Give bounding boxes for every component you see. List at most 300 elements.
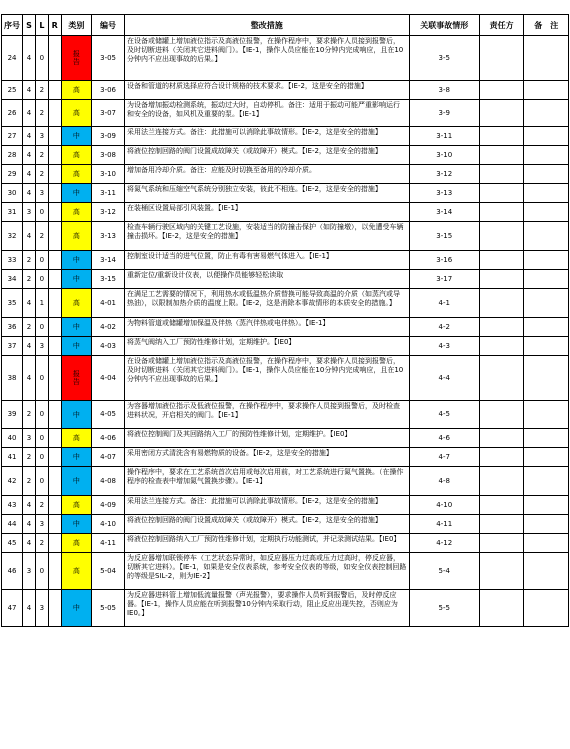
risk-level-label: 中 [72,323,80,331]
cell-related: 4-10 [409,496,479,515]
cell-related: 3-14 [409,203,479,222]
cell-owner [479,515,524,534]
cell-measure: 为反应器进料管上增加低流量报警（声光报警），要求操作人员听到报警后，及时停反应器。【IE-1，操作人员应能在听到报警10分钟内采取行动，阻止反应出现失控，否则应为IE0。】 [124,590,409,627]
risk-level-label: 高 [72,434,80,442]
cell-seq: 33 [2,251,23,270]
cell-measure: 重新定位/重新设计仪表，以便操作员能够轻松读取 [124,270,409,289]
risk-level-label: 中 [72,477,80,485]
cell-measure: 将液位控制回路纳入工厂预防性维修计划，定期执行功能测试，并记录测试结果。【IE0】 [124,534,409,553]
cell-s: 2 [23,448,36,467]
cell-s: 4 [23,356,36,401]
cell-remark [524,127,569,146]
cell-category [61,127,91,146]
cell-related: 3-17 [409,270,479,289]
cell-code: 3-15 [92,270,125,289]
cell-s: 4 [23,100,36,127]
cell-code: 3-14 [92,251,125,270]
cell-code: 3-07 [92,100,125,127]
cell-measure: 设备和管道的材质选择应符合设计规格的技术要求。【IE-2，这是安全的措施】 [124,81,409,100]
cell-s: 4 [23,36,36,81]
cell-remark [524,100,569,127]
risk-level-label: 高 [72,567,80,575]
header-remark: 备 注 [524,15,569,36]
cell-l: 3 [35,127,48,146]
cell-category [61,36,91,81]
measures-table [1,14,569,627]
cell-seq: 45 [2,534,23,553]
cell-measure: 在满足工艺需要的情况下，利用热水或低温热介质替换可能导致高温的介质（如蒸汽或导热油），以限制加热介质的温度上限。【IE-2，这是消除本事故情形的本质安全的措施。】 [124,289,409,318]
risk-level-label: 报告 [72,370,80,386]
cell-measure: 为容器增加液位指示及低液位报警，在操作程序中，要求操作人员接到报警后，及时检查进料状况，开启相关的阀门。【IE-1】 [124,401,409,429]
cell-s: 4 [23,146,36,165]
risk-level-label: 高 [72,232,80,240]
cell-related: 4-11 [409,515,479,534]
cell-remark [524,318,569,337]
cell-owner [479,203,524,222]
cell-code: 3-11 [92,184,125,203]
table-row [2,289,569,318]
cell-l: 3 [35,184,48,203]
risk-level-label: 中 [72,342,80,350]
risk-level-label: 中 [72,132,80,140]
cell-measure: 在设备或储罐上增加液位指示及高液位报警，在操作程序中，要求操作人员接到报警后，及时切断进料（关闭其它进料阀门）。【IE-1，操作人员应能在10分钟内完成响应，且在10分钟内不应出现事故的后果。】 [124,36,409,81]
cell-measure: 在装桶区设置局部引风装置。【IE-1】 [124,203,409,222]
cell-owner [479,36,524,81]
cell-l: 3 [35,515,48,534]
cell-r [48,222,61,251]
cell-measure: 检查车辆行驶区域内的关键工艺设施，安装适当的防撞击保护（如防撞墩），以免遭受车辆撞击损坏。【IE-2，这是安全的措施】 [124,222,409,251]
cell-seq: 27 [2,127,23,146]
cell-measure: 采用法兰连接方式。备注：此措施可以消除此事故情形。【IE-2，这是安全的措施】 [124,496,409,515]
cell-seq: 29 [2,165,23,184]
cell-measure: 增加备用冷却介质。备注：应能及时切换至备用的冷却介质。 [124,165,409,184]
cell-l: 0 [35,401,48,429]
cell-measure: 为物料管道或储罐增加保温及伴热（蒸汽伴热或电伴热）。【IE-1】 [124,318,409,337]
cell-r [48,318,61,337]
cell-code: 4-04 [92,356,125,401]
cell-category [61,100,91,127]
cell-s: 2 [23,401,36,429]
cell-remark [524,448,569,467]
cell-category [61,222,91,251]
cell-category [61,429,91,448]
cell-code: 5-04 [92,553,125,590]
cell-related: 3-16 [409,251,479,270]
table-body [2,36,569,627]
cell-related: 4-4 [409,356,479,401]
cell-owner [479,165,524,184]
cell-code: 3-08 [92,146,125,165]
table-row [2,467,569,496]
cell-l: 2 [35,81,48,100]
cell-remark [524,496,569,515]
cell-owner [479,496,524,515]
cell-owner [479,184,524,203]
cell-code: 4-05 [92,401,125,429]
cell-r [48,496,61,515]
cell-owner [479,127,524,146]
cell-r [48,534,61,553]
risk-level-label: 高 [72,170,80,178]
header-r: R [48,15,61,36]
cell-code: 3-13 [92,222,125,251]
cell-seq: 37 [2,337,23,356]
table-row [2,534,569,553]
cell-code: 4-07 [92,448,125,467]
table-row [2,270,569,289]
cell-seq: 38 [2,356,23,401]
cell-measure: 将氮气系统和压缩空气系统分别独立安装，彼此不相连。【IE-2，这是安全的措施】 [124,184,409,203]
cell-s: 4 [23,534,36,553]
cell-category [61,203,91,222]
cell-code: 4-11 [92,534,125,553]
cell-category [61,165,91,184]
cell-category [61,553,91,590]
cell-remark [524,590,569,627]
cell-l: 0 [35,318,48,337]
cell-category [61,289,91,318]
risk-level-label: 中 [72,410,80,419]
table-row [2,146,569,165]
cell-related: 3-11 [409,127,479,146]
cell-l: 0 [35,36,48,81]
cell-code: 4-02 [92,318,125,337]
cell-related: 3-9 [409,100,479,127]
header-code: 编号 [92,15,125,36]
cell-measure: 采用法兰连接方式。备注：此措施可以消除此事故情形。【IE-2，这是安全的措施】 [124,127,409,146]
cell-l: 2 [35,222,48,251]
cell-related: 5-4 [409,553,479,590]
risk-level-label: 中 [72,275,80,283]
cell-code: 3-09 [92,127,125,146]
table-row [2,251,569,270]
cell-remark [524,429,569,448]
cell-l: 2 [35,534,48,553]
cell-measure: 将液位控制阀门及其回路纳入工厂的预防性维修计划，定期维护。【IE0】 [124,429,409,448]
table-row [2,429,569,448]
cell-seq: 43 [2,496,23,515]
cell-s: 2 [23,251,36,270]
risk-level-label: 高 [72,539,80,547]
table-row [2,81,569,100]
table-row [2,496,569,515]
cell-l: 2 [35,165,48,184]
table-row [2,36,569,81]
cell-r [48,81,61,100]
cell-category [61,467,91,496]
cell-related: 3-8 [409,81,479,100]
cell-l: 3 [35,590,48,627]
cell-measure: 操作程序中，要求在工艺系统首次启用或每次启用前，对工艺系统进行氮气置换。（在操作程序的检查表中增加氮气置换步骤）。【IE-1】 [124,467,409,496]
cell-category [61,401,91,429]
cell-r [48,401,61,429]
cell-related: 4-5 [409,401,479,429]
table-row [2,553,569,590]
cell-s: 4 [23,165,36,184]
table-row [2,356,569,401]
cell-seq: 24 [2,36,23,81]
cell-l: 2 [35,146,48,165]
header-related: 关联事故情形 [409,15,479,36]
cell-owner [479,534,524,553]
cell-s: 4 [23,222,36,251]
risk-level-label: 报告 [72,50,80,66]
cell-owner [479,251,524,270]
cell-owner [479,467,524,496]
cell-seq: 47 [2,590,23,627]
cell-measure: 将蒸气阀纳入工厂预防性维修计划，定期维护。【IE0】 [124,337,409,356]
cell-r [48,356,61,401]
cell-r [48,337,61,356]
cell-remark [524,270,569,289]
table-row [2,184,569,203]
cell-remark [524,515,569,534]
cell-remark [524,203,569,222]
cell-code: 3-06 [92,81,125,100]
cell-code: 3-10 [92,165,125,184]
cell-related: 3-12 [409,165,479,184]
cell-remark [524,289,569,318]
cell-category [61,81,91,100]
risk-level-label: 中 [72,520,80,528]
cell-seq: 28 [2,146,23,165]
cell-owner [479,318,524,337]
cell-s: 4 [23,127,36,146]
cell-l: 2 [35,496,48,515]
cell-l: 0 [35,429,48,448]
cell-s: 4 [23,184,36,203]
header-s: S [23,15,36,36]
table-row [2,318,569,337]
table-row [2,337,569,356]
cell-remark [524,401,569,429]
risk-level-label: 中 [72,453,80,461]
cell-measure: 将液位控制回路的阀门设置成故障关（或故障开）模式。【IE-2，这是安全的措施】 [124,515,409,534]
cell-category [61,534,91,553]
cell-owner [479,356,524,401]
cell-r [48,146,61,165]
cell-related: 4-7 [409,448,479,467]
cell-seq: 34 [2,270,23,289]
cell-seq: 35 [2,289,23,318]
cell-code: 4-10 [92,515,125,534]
cell-related: 4-8 [409,467,479,496]
cell-seq: 40 [2,429,23,448]
cell-r [48,590,61,627]
cell-owner [479,289,524,318]
cell-seq: 26 [2,100,23,127]
cell-l: 0 [35,356,48,401]
table-row [2,222,569,251]
cell-owner [479,270,524,289]
header-category: 类别 [61,15,91,36]
cell-r [48,448,61,467]
cell-s: 4 [23,515,36,534]
risk-level-label: 高 [72,109,80,117]
cell-s: 2 [23,318,36,337]
cell-owner [479,81,524,100]
cell-r [48,100,61,127]
cell-category [61,590,91,627]
cell-owner [479,401,524,429]
cell-l: 0 [35,251,48,270]
cell-r [48,127,61,146]
cell-s: 4 [23,590,36,627]
cell-remark [524,467,569,496]
cell-s: 3 [23,553,36,590]
cell-r [48,467,61,496]
cell-owner [479,100,524,127]
cell-category [61,146,91,165]
table-row [2,165,569,184]
cell-s: 3 [23,429,36,448]
cell-seq: 44 [2,515,23,534]
cell-related: 5-5 [409,590,479,627]
risk-level-label: 高 [72,208,80,216]
risk-level-label: 中 [72,256,80,264]
cell-r [48,165,61,184]
cell-related: 3-13 [409,184,479,203]
cell-seq: 32 [2,222,23,251]
cell-remark [524,534,569,553]
cell-r [48,203,61,222]
header-owner: 责任方 [479,15,524,36]
cell-l: 0 [35,553,48,590]
cell-s: 2 [23,270,36,289]
cell-r [48,270,61,289]
cell-code: 3-12 [92,203,125,222]
cell-owner [479,448,524,467]
cell-seq: 36 [2,318,23,337]
cell-l: 0 [35,467,48,496]
cell-r [48,429,61,448]
cell-related: 3-5 [409,36,479,81]
cell-related: 4-3 [409,337,479,356]
cell-owner [479,337,524,356]
cell-s: 2 [23,467,36,496]
header-measure: 整改措施 [124,15,409,36]
cell-remark [524,356,569,401]
table-row [2,127,569,146]
cell-r [48,184,61,203]
cell-related: 3-15 [409,222,479,251]
table-row [2,401,569,429]
cell-related: 4-2 [409,318,479,337]
cell-owner [479,222,524,251]
cell-seq: 41 [2,448,23,467]
cell-seq: 30 [2,184,23,203]
risk-level-label: 高 [72,151,80,159]
cell-remark [524,146,569,165]
cell-s: 4 [23,496,36,515]
cell-category [61,496,91,515]
cell-code: 3-05 [92,36,125,81]
cell-s: 3 [23,203,36,222]
cell-category [61,318,91,337]
cell-related: 3-10 [409,146,479,165]
cell-r [48,553,61,590]
cell-s: 4 [23,337,36,356]
cell-r [48,36,61,81]
cell-code: 4-03 [92,337,125,356]
cell-category [61,270,91,289]
cell-r [48,515,61,534]
table-row [2,515,569,534]
cell-l: 0 [35,203,48,222]
cell-category [61,448,91,467]
table-header-row [2,15,569,36]
cell-code: 5-05 [92,590,125,627]
cell-code: 4-01 [92,289,125,318]
cell-remark [524,222,569,251]
cell-category [61,337,91,356]
cell-s: 4 [23,81,36,100]
cell-remark [524,165,569,184]
cell-measure: 为反应器增加联锁停车（工艺状态异常时，如反应器压力过高或压力过高时，停反应器，切断其它进料）。【IE-1，如果是安全仪表系统，参考安全仪表的等级，如安全仪表控制回路的等级是SIL-2，则为IE-2】 [124,553,409,590]
cell-seq: 39 [2,401,23,429]
cell-l: 0 [35,448,48,467]
cell-r [48,289,61,318]
cell-seq: 42 [2,467,23,496]
cell-remark [524,36,569,81]
cell-s: 4 [23,289,36,318]
cell-measure: 控制室设计适当的进气位置，防止有毒有害易燃气体进入。【IE-1】 [124,251,409,270]
cell-measure: 在设备或储罐上增加液位指示及高液位报警，在操作程序中，要求操作人员接到报警后，及时切断进料（关闭其它进料阀门）。【IE-1，操作人员应能在10分钟内完成响应，且在10分钟内不应出现事故的后果。】 [124,356,409,401]
risk-level-label: 高 [72,86,80,94]
cell-owner [479,590,524,627]
risk-level-label: 高 [72,501,80,509]
cell-category [61,251,91,270]
cell-category [61,184,91,203]
cell-seq: 31 [2,203,23,222]
cell-measure: 将液位控制回路的阀门设置成故障关（或故障开）模式。【IE-2，这是安全的措施】 [124,146,409,165]
cell-code: 4-06 [92,429,125,448]
cell-related: 4-6 [409,429,479,448]
cell-seq: 46 [2,553,23,590]
risk-level-label: 中 [72,604,80,612]
header-l: L [35,15,48,36]
cell-category [61,356,91,401]
cell-related: 4-1 [409,289,479,318]
risk-level-label: 中 [72,189,80,197]
cell-measure: 为设备增加振动检测系统，振动过大时，自动停机。备注：适用于振动可能严重影响运行和安全的设备，如风机及重要的泵。【IE-1】 [124,100,409,127]
cell-owner [479,553,524,590]
cell-seq: 25 [2,81,23,100]
table-row [2,590,569,627]
cell-remark [524,553,569,590]
cell-l: 1 [35,289,48,318]
cell-l: 2 [35,100,48,127]
cell-measure: 采用密闭方式清洗含有易燃物质的设备。【IE-2，这是安全的措施】 [124,448,409,467]
cell-l: 0 [35,270,48,289]
table-row [2,100,569,127]
table-row [2,203,569,222]
cell-owner [479,429,524,448]
cell-code: 4-09 [92,496,125,515]
cell-remark [524,81,569,100]
cell-remark [524,337,569,356]
cell-related: 4-12 [409,534,479,553]
cell-r [48,251,61,270]
cell-remark [524,184,569,203]
cell-remark [524,251,569,270]
header-seq: 序号 [2,15,23,36]
cell-owner [479,146,524,165]
cell-category [61,515,91,534]
cell-code: 4-08 [92,467,125,496]
table-row [2,448,569,467]
cell-l: 3 [35,337,48,356]
